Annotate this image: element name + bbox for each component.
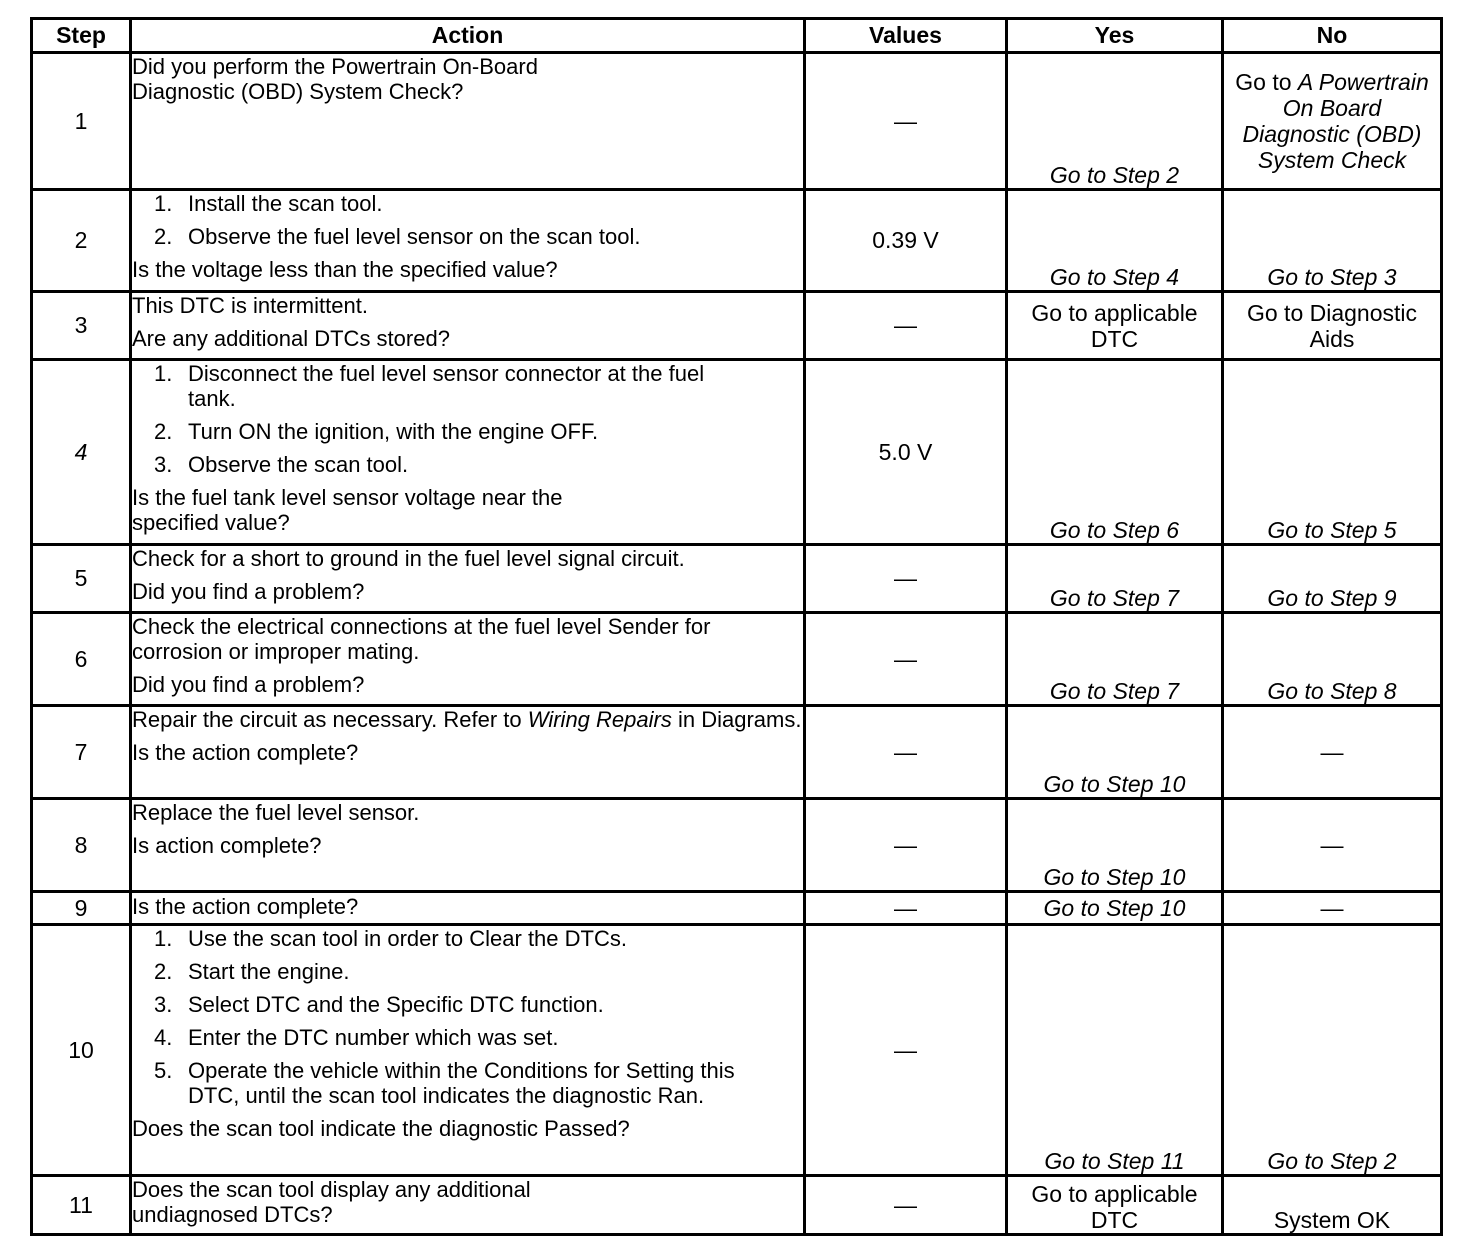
table-row [32,1176,1442,1235]
action-question: Is the fuel tank level sensor voltage near the specified value? [132,485,563,535]
action-text: Check the electrical connections at the fuel level Sender for corrosion or improper mating. [132,614,711,664]
table-row [32,360,1442,545]
action-cell [131,292,805,360]
value-cell: 0.39 V [805,190,1007,292]
step-number: 3 [32,292,131,360]
table-row [32,190,1442,292]
action-cell [131,190,805,292]
step-number: 10 [32,925,131,1176]
step-number: 8 [32,799,131,892]
no-cell: Go to Diagnostic Aids [1223,292,1442,360]
action-cell [131,925,805,1176]
action-list [132,926,803,1108]
step-number: 1 [32,53,131,190]
list-item: 2. Turn ON the ignition, with the engine OFF. [154,419,599,444]
yes-cell: Go to applicable DTC [1007,292,1223,360]
action-cell [131,613,805,706]
table-row [32,925,1442,1176]
action-cell [131,1176,805,1235]
list-item: 1. Install the scan tool. [154,191,383,216]
action-text: Check for a short to ground in the fuel level signal circuit. [132,546,685,571]
value-cell: — [805,799,1007,892]
list-item: 3. Select DTC and the Specific DTC function. [154,992,604,1017]
header-step: Step [32,19,131,53]
action-cell [131,799,805,892]
step-number: 5 [32,545,131,613]
table-row [32,892,1442,925]
value-cell: — [805,892,1007,925]
action-question: Is the voltage less than the specified value? [132,257,558,282]
value-text: — [894,107,917,134]
action-question: Is action complete? [132,833,322,858]
action-cell [131,706,805,799]
no-cell: Go to Step 9 [1223,545,1442,613]
action-list [132,191,803,249]
wiring-repairs-reference: Wiring Repairs [527,707,672,732]
diagnostic-table [30,17,1443,1236]
table-row [32,613,1442,706]
no-reference: A Powertrain On Board Diagnostic (OBD) System Check [1242,69,1429,173]
step-number: 11 [32,1176,131,1235]
header-yes: Yes [1007,19,1223,53]
no-cell: Go to Step 2 [1223,925,1442,1176]
value-cell: — [805,545,1007,613]
value-cell: — [805,1176,1007,1235]
no-cell: — [1223,706,1442,799]
no-cell [1223,53,1442,190]
action-list [132,361,803,477]
action-cell [131,545,805,613]
yes-cell: Go to Step 2 [1007,53,1223,190]
action-text: Did you perform the Powertrain On-Board Diagnostic (OBD) System Check? [132,54,538,104]
header-row [32,19,1442,53]
action-question: Did you find a problem? [132,672,365,697]
no-cell: System OK [1223,1176,1442,1235]
action-question: Are any additional DTCs stored? [132,326,450,351]
value-cell: — [805,706,1007,799]
no-cell: Go to Step 3 [1223,190,1442,292]
no-prefix: Go to [1235,69,1298,95]
action-text: This DTC is intermittent. [132,293,368,318]
action-question: Is the action complete? [132,740,359,765]
list-item: 5. Operate the vehicle within the Conditions for Setting this DTC, until the scan tool indicates the diagnostic Ran. [154,1058,735,1108]
no-cell: Go to Step 5 [1223,360,1442,545]
step-number: 4 [32,360,131,545]
header-action: Action [131,19,805,53]
yes-cell: Go to Step 7 [1007,613,1223,706]
no-cell: — [1223,892,1442,925]
table-row [32,706,1442,799]
value-cell: 5.0 V [805,360,1007,545]
yes-cell: Go to applicable DTC [1007,1176,1223,1235]
action-text: Is the action complete? [132,894,359,919]
value-cell [805,53,1007,190]
table-row [32,799,1442,892]
list-item: 3. Observe the scan tool. [154,452,409,477]
no-cell: — [1223,799,1442,892]
no-cell: Go to Step 8 [1223,613,1442,706]
step-number: 2 [32,190,131,292]
step-number: 9 [32,892,131,925]
table-row [32,292,1442,360]
action-cell [131,892,805,925]
table-row [32,53,1442,190]
yes-cell: Go to Step 6 [1007,360,1223,545]
list-item: 2. Observe the fuel level sensor on the scan tool. [154,224,641,249]
value-cell: — [805,292,1007,360]
step-number: 6 [32,613,131,706]
list-item: 1. Use the scan tool in order to Clear the DTCs. [154,926,627,951]
yes-cell: Go to Step 7 [1007,545,1223,613]
list-item: 4. Enter the DTC number which was set. [154,1025,559,1050]
step-number: 7 [32,706,131,799]
value-cell: — [805,925,1007,1176]
action-text: Repair the circuit as necessary. Refer to Wiring Repairs in Diagrams. [132,707,802,732]
value-cell: — [805,613,1007,706]
header-values: Values [805,19,1007,53]
action-question: Does the scan tool indicate the diagnostic Passed? [132,1116,630,1141]
action-text: Replace the fuel level sensor. [132,800,420,825]
action-cell [131,360,805,545]
list-item: 1. Disconnect the fuel level sensor connector at the fuel tank. [154,361,705,411]
action-text: Does the scan tool display any additional undiagnosed DTCs? [132,1177,531,1227]
yes-cell: Go to Step 10 [1007,706,1223,799]
list-item: 2. Start the engine. [154,959,350,984]
yes-cell: Go to Step 10 [1007,799,1223,892]
action-question: Did you find a problem? [132,579,365,604]
yes-cell: Go to Step 4 [1007,190,1223,292]
yes-cell: Go to Step 11 [1007,925,1223,1176]
yes-cell: Go to Step 10 [1007,892,1223,925]
table-row [32,545,1442,613]
header-no: No [1223,19,1442,53]
action-cell [131,53,805,190]
